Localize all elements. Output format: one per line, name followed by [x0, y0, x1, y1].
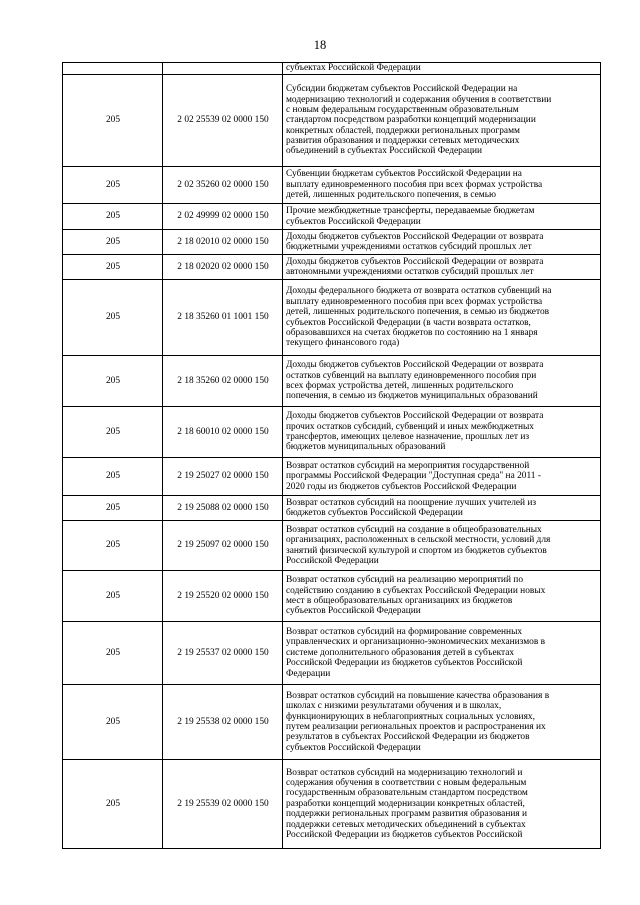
table-row: [63, 255, 601, 280]
budget-code-cell: 2 19 25088 02 0000 150: [163, 496, 283, 521]
budget-code-cell: 2 19 25537 02 0000 150: [163, 622, 283, 685]
description-cell: Возврат остатков субсидий на мероприятия государственной программы Российской Федерации "Доступная среда" на 2011 - 2020 годы из бюджетов субъектов Российской Федерации: [283, 458, 601, 496]
description-cell: Субсидии бюджетам субъектов Российской Федерации на модернизацию технологий и содержания обучения в соответствии с новым федеральным государственным образовательным стандартом посредством разработки концепций модернизации конкретных областей, поддержки региональных программ развития образования и поддержки сетевых методических объединений в субъектах Российской Федерации: [283, 75, 601, 167]
budget-code-cell: 2 02 49999 02 0000 150: [163, 204, 283, 230]
admin-code-cell: [63, 63, 163, 75]
description-cell: Возврат остатков субсидий на формирование современных управленческих и организационно-экономических механизмов в системе дополнительного образования детей в субъектах Российской Федерации из бюджетов субъектов Российской Федерации: [283, 622, 601, 685]
budget-code-cell: 2 18 02010 02 0000 150: [163, 230, 283, 255]
budget-code-cell: 2 19 25538 02 0000 150: [163, 685, 283, 760]
description-cell: Доходы федерального бюджета от возврата остатков субвенций на выплату единовременного пособия при всех формах устройства детей, лишенных родительского попечения, в семью из бюджетов субъектов Российской Федерации (в части возврата остатков, образовавшихся на счетах бюджетов по состоянию на 1 января текущего финансового года): [283, 280, 601, 356]
table-row: [63, 204, 601, 230]
admin-code-cell: 205: [63, 521, 163, 571]
budget-code-cell: 2 19 25520 02 0000 150: [163, 571, 283, 622]
admin-code-cell: 205: [63, 760, 163, 849]
description-cell: Прочие межбюджетные трансферты, передаваемые бюджетам субъектов Российской Федерации: [283, 204, 601, 230]
table-row: [63, 571, 601, 622]
admin-code-cell: 205: [63, 407, 163, 458]
budget-code-cell: [163, 63, 283, 75]
table-row: [63, 280, 601, 356]
table-row: [63, 458, 601, 496]
admin-code-cell: 205: [63, 356, 163, 407]
admin-code-cell: 205: [63, 75, 163, 167]
admin-code-cell: 205: [63, 458, 163, 496]
admin-code-cell: 205: [63, 280, 163, 356]
admin-code-cell: 205: [63, 685, 163, 760]
table-row: [63, 760, 601, 849]
budget-code-cell: 2 19 25027 02 0000 150: [163, 458, 283, 496]
budget-code-cell: 2 18 35260 01 1001 150: [163, 280, 283, 356]
table-row: [63, 622, 601, 685]
description-cell: субъектах Российской Федерации: [283, 63, 601, 75]
description-cell: Доходы бюджетов субъектов Российской Федерации от возврата остатков субвенций на выплату единовременного пособия при всех формах устройства детей, лишенных родительского попечения, в семью из бюджетов муниципальных образований: [283, 356, 601, 407]
table-row: [63, 521, 601, 571]
budget-code-cell: 2 02 35260 02 0000 150: [163, 167, 283, 204]
budget-code-cell: 2 02 25539 02 0000 150: [163, 75, 283, 167]
description-cell: Возврат остатков субсидий на модернизацию технологий и содержания обучения в соответствии с новым федеральным государственным образовательным стандартом посредством разработки концепций модернизации конкретных областей, поддержки региональных программ развития образования и поддержки сетевых методических объединений в субъектах Российской Федерации из бюджетов субъектов Российской: [283, 760, 601, 849]
table-row: [63, 685, 601, 760]
description-cell: Возврат остатков субсидий на повышение качества образования в школах с низкими результатами обучения и в школах, функционирующих в неблагоприятных социальных условиях, путем реализации региональных проектов и распространения их результатов в субъектах Российской Федерации из бюджетов субъектов Российской Федерации: [283, 685, 601, 760]
admin-code-cell: 205: [63, 167, 163, 204]
budget-revenue-table: [62, 62, 601, 849]
admin-code-cell: 205: [63, 255, 163, 280]
budget-code-cell: 2 19 25097 02 0000 150: [163, 521, 283, 571]
description-cell: Возврат остатков субсидий на реализацию мероприятий по содействию созданию в субъектах Российской Федерации новых мест в общеобразовательных организациях из бюджетов субъектов Российской Федерации: [283, 571, 601, 622]
table-row: [63, 496, 601, 521]
budget-code-cell: 2 18 60010 02 0000 150: [163, 407, 283, 458]
budget-code-cell: 2 18 35260 02 0000 150: [163, 356, 283, 407]
table-row: [63, 63, 601, 75]
description-cell: Возврат остатков субсидий на создание в общеобразовательных организациях, расположенных в сельской местности, условий для занятий физической культурой и спортом из бюджетов субъектов Российской Федерации: [283, 521, 601, 571]
table-row: [63, 356, 601, 407]
admin-code-cell: 205: [63, 204, 163, 230]
admin-code-cell: 205: [63, 571, 163, 622]
description-cell: Субвенции бюджетам субъектов Российской Федерации на выплату единовременного пособия при всех формах устройства детей, лишенных родительского попечения, в семью: [283, 167, 601, 204]
admin-code-cell: 205: [63, 230, 163, 255]
description-cell: Доходы бюджетов субъектов Российской Федерации от возврата автономными учреждениями остатков субсидий прошлых лет: [283, 255, 601, 280]
description-cell: Доходы бюджетов субъектов Российской Федерации от возврата бюджетными учреждениями остатков субсидий прошлых лет: [283, 230, 601, 255]
budget-code-cell: 2 19 25539 02 0000 150: [163, 760, 283, 849]
admin-code-cell: 205: [63, 496, 163, 521]
table-row: [63, 75, 601, 167]
table-row: [63, 407, 601, 458]
table-row: [63, 167, 601, 204]
description-cell: Доходы бюджетов субъектов Российской Федерации от возврата прочих остатков субсидий, субвенций и иных межбюджетных трансфертов, имеющих целевое назначение, прошлых лет из бюджетов муниципальных образований: [283, 407, 601, 458]
page-number: 18: [313, 38, 327, 52]
description-cell: Возврат остатков субсидий на поощрение лучших учителей из бюджетов субъектов Российской Федерации: [283, 496, 601, 521]
budget-code-cell: 2 18 02020 02 0000 150: [163, 255, 283, 280]
admin-code-cell: 205: [63, 622, 163, 685]
table-row: [63, 230, 601, 255]
